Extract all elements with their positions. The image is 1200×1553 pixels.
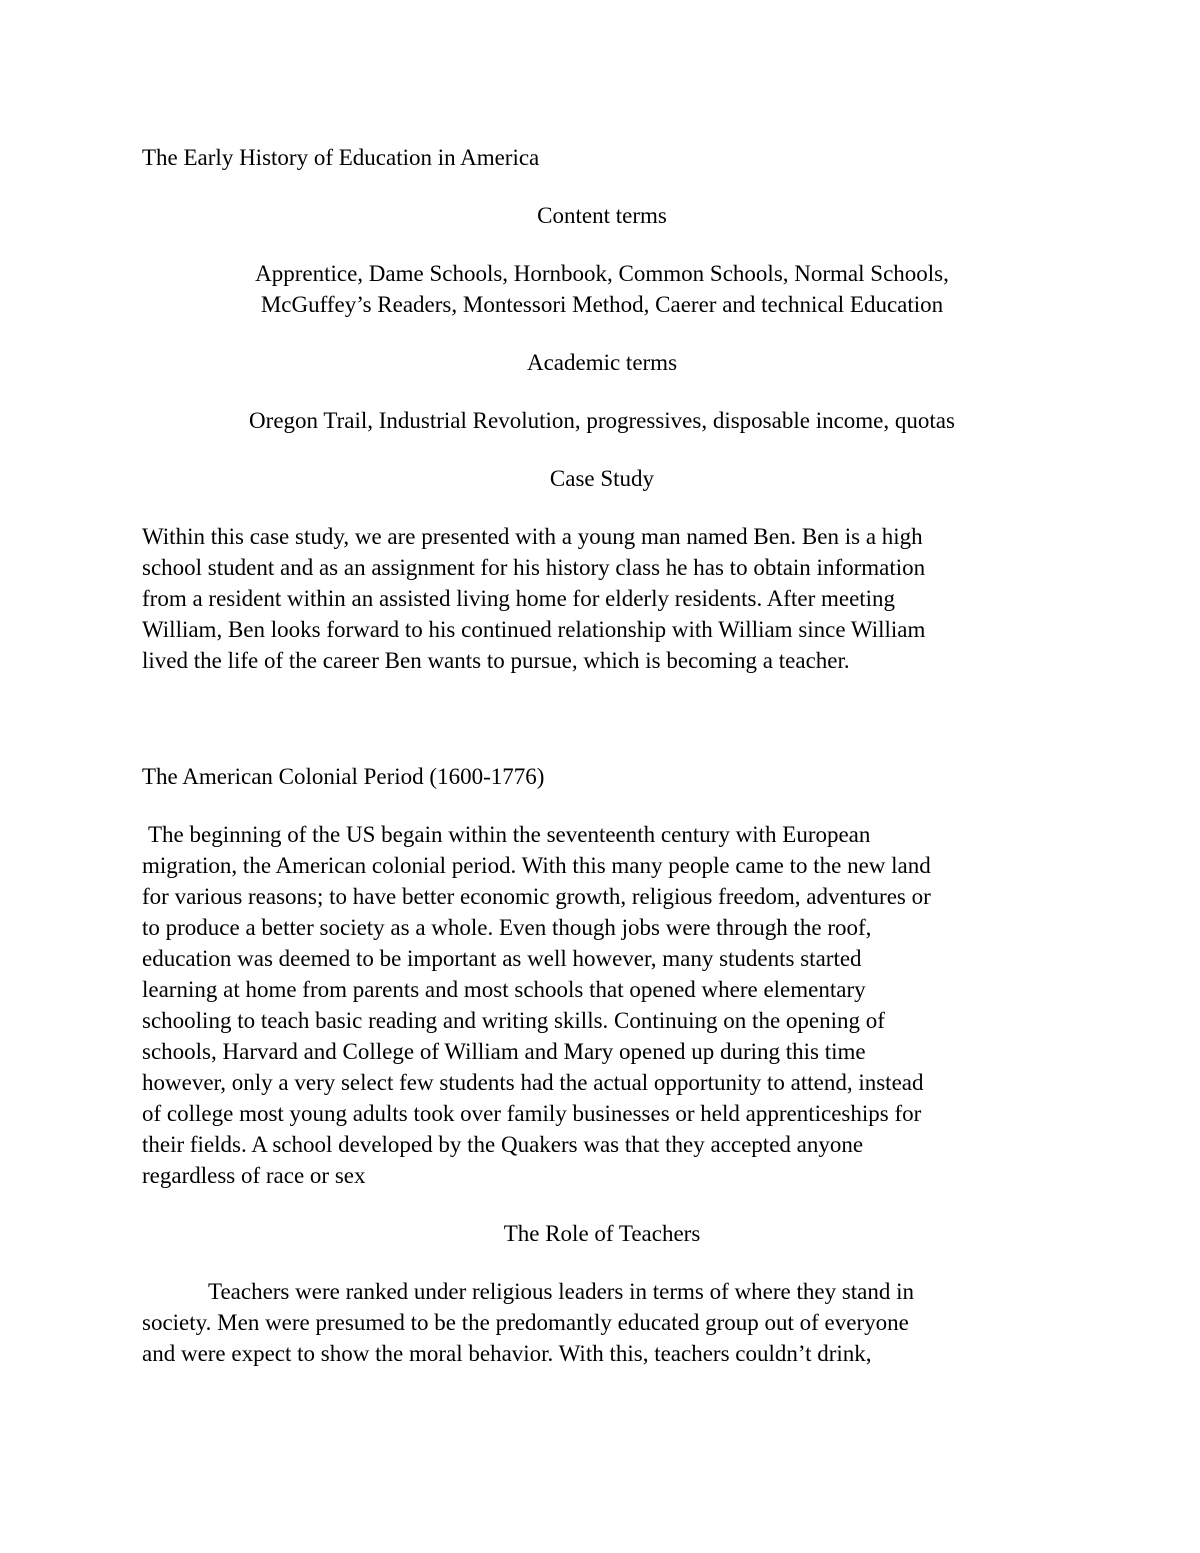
colonial-period-paragraph	[142, 819, 1062, 1191]
academic-terms-heading: Academic terms	[526, 350, 678, 375]
paragraph-line: learning at home from parents and most schools that opened where elementary	[142, 977, 866, 1002]
paragraph-line: education was deemed to be important as well however, many students started	[142, 946, 862, 971]
paragraph-line: however, only a very select few students had the actual opportunity to attend, instead	[142, 1070, 924, 1095]
paragraph-line: of college most young adults took over family businesses or held apprenticeships for	[142, 1101, 922, 1126]
content-terms-line: McGuffey’s Readers, Montessori Method, Caerer and technical Education	[260, 292, 944, 317]
paragraph-line: migration, the American colonial period. With this many people came to the new land	[142, 853, 931, 878]
paragraph-line: to produce a better society as a whole. Even though jobs were through the roof,	[142, 915, 872, 940]
paragraph-line: Within this case study, we are presented with a young man named Ben. Ben is a high	[142, 524, 923, 549]
paragraph-line: lived the life of the career Ben wants to pursue, which is becoming a teacher.	[142, 648, 850, 673]
document-title: The Early History of Education in America	[142, 145, 540, 170]
paragraph-line: for various reasons; to have better economic growth, religious freedom, adventures or	[142, 884, 931, 909]
paragraph-line: The beginning of the US begain within the seventeenth century with European	[148, 822, 871, 847]
colonial-period-heading: The American Colonial Period (1600-1776)	[142, 764, 545, 789]
paragraph-line: their fields. A school developed by the Quakers was that they accepted anyone	[142, 1132, 864, 1157]
role-of-teachers-paragraph	[142, 1276, 1062, 1369]
paragraph-line: schooling to teach basic reading and writing skills. Continuing on the opening of	[142, 1008, 885, 1033]
case-study-paragraph	[142, 521, 1062, 676]
content-terms-list	[142, 258, 1062, 320]
content-terms-heading: Content terms	[537, 203, 667, 228]
content-terms-line: Apprentice, Dame Schools, Hornbook, Common Schools, Normal Schools,	[255, 261, 949, 286]
paragraph-line: schools, Harvard and College of William and Mary opened up during this time	[142, 1039, 866, 1064]
paragraph-line: society. Men were presumed to be the predomantly educated group out of everyone	[142, 1310, 909, 1335]
document-body	[142, 142, 1062, 1369]
paragraph-line: Teachers were ranked under religious leaders in terms of where they stand in	[208, 1279, 915, 1304]
paragraph-line: regardless of race or sex	[142, 1163, 366, 1188]
paragraph-line: school student and as an assignment for his history class he has to obtain information	[142, 555, 926, 580]
academic-terms-line: Oregon Trail, Industrial Revolution, progressives, disposable income, quotas	[249, 408, 955, 433]
paragraph-line: and were expect to show the moral behavior. With this, teachers couldn’t drink,	[142, 1341, 872, 1366]
role-of-teachers-heading: The Role of Teachers	[503, 1221, 701, 1246]
paragraph-line: William, Ben looks forward to his continued relationship with William since William	[142, 617, 926, 642]
case-study-heading: Case Study	[549, 466, 655, 491]
paragraph-line: from a resident within an assisted living home for elderly residents. After meeting	[142, 586, 896, 611]
